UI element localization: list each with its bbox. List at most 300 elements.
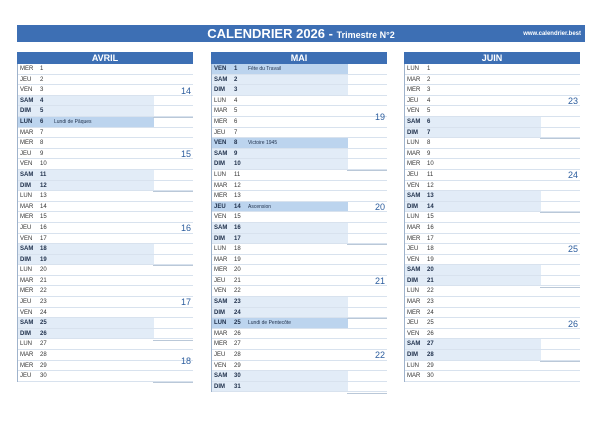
day-row-shade <box>18 255 154 265</box>
day-name: MER <box>214 267 228 274</box>
day-row-shade <box>18 85 154 95</box>
day-row-shade <box>212 382 348 392</box>
day-number: 25 <box>234 320 241 327</box>
day-number: 28 <box>427 352 434 359</box>
day-number: 9 <box>427 150 431 157</box>
day-name: MAR <box>20 129 34 136</box>
day-row-shade <box>405 265 541 275</box>
day-row-shade <box>212 128 348 138</box>
month-name: MAI <box>211 52 387 64</box>
day-name: MER <box>407 87 421 94</box>
day-number: 13 <box>427 193 434 200</box>
day-number: 12 <box>427 182 434 189</box>
day-row-shade <box>212 159 348 169</box>
day-row-shade <box>18 339 154 349</box>
day-name: JEU <box>20 150 32 157</box>
day-name: LUN <box>214 171 227 178</box>
day-number: 4 <box>427 97 431 104</box>
row-divider <box>405 381 580 382</box>
day-number: 29 <box>427 362 434 369</box>
day-number: 8 <box>40 140 44 147</box>
day-row-shade <box>212 297 348 307</box>
day-name: JEU <box>214 352 226 359</box>
week-number: 14 <box>153 64 193 118</box>
day-name: SAM <box>214 150 228 157</box>
day-row-shade <box>18 308 154 318</box>
day-row-shade <box>212 170 348 180</box>
day-row-shade <box>18 181 154 191</box>
page-title <box>17 25 585 42</box>
holiday-name: Lundi de Pentecôte <box>248 320 292 327</box>
day-name: MER <box>20 362 34 369</box>
day-name: MER <box>214 118 228 125</box>
day-row-shade <box>405 371 541 381</box>
day-number: 25 <box>427 320 434 327</box>
day-row-shade <box>405 223 541 233</box>
day-name: LUN <box>20 193 33 200</box>
day-row-shade <box>212 223 348 233</box>
day-name: SAM <box>214 224 228 231</box>
day-row-shade <box>405 255 541 265</box>
day-number: 19 <box>427 256 434 263</box>
day-number: 28 <box>234 352 241 359</box>
day-name: LUN <box>407 288 420 295</box>
day-row-shade <box>405 212 541 222</box>
day-number: 23 <box>427 299 434 306</box>
day-name: JEU <box>20 76 32 83</box>
day-number: 5 <box>427 108 431 115</box>
day-row-shade <box>18 149 154 159</box>
day-number: 29 <box>40 362 47 369</box>
day-row-shade <box>405 276 541 286</box>
day-number: 4 <box>234 97 238 104</box>
day-name: LUN <box>407 214 420 221</box>
day-row-shade <box>212 149 348 159</box>
day-row-shade <box>18 361 154 371</box>
day-row-shade <box>18 350 154 360</box>
day-row-shade <box>212 181 348 191</box>
day-name: SAM <box>407 267 421 274</box>
day-name: DIM <box>214 383 225 390</box>
day-number: 29 <box>234 362 241 369</box>
day-number: 30 <box>234 373 241 380</box>
day-row-shade <box>212 117 348 127</box>
day-name: VEN <box>407 108 420 115</box>
day-name: VEN <box>214 66 227 72</box>
day-name: VEN <box>214 140 227 147</box>
day-number: 3 <box>234 87 238 94</box>
day-name: SAM <box>407 341 421 348</box>
day-row-shade <box>212 329 348 339</box>
day-row-shade <box>405 191 541 201</box>
day-number: 22 <box>427 288 434 295</box>
day-name: DIM <box>214 87 225 94</box>
day-name: VEN <box>20 161 33 168</box>
day-name: DIM <box>20 108 31 115</box>
day-name: JEU <box>20 224 32 231</box>
day-number: 30 <box>427 373 434 380</box>
day-row-shade <box>18 223 154 233</box>
week-number: 21 <box>347 244 387 319</box>
day-name: MAR <box>407 299 421 306</box>
day-row-shade <box>405 96 541 106</box>
day-number: 25 <box>40 320 47 327</box>
day-row-shade <box>18 265 154 275</box>
day-number: 23 <box>40 299 47 306</box>
day-row-shade <box>212 75 348 85</box>
day-number: 18 <box>40 246 47 253</box>
day-name: MAR <box>214 256 228 263</box>
day-number: 10 <box>40 161 47 168</box>
day-row-shade <box>18 96 154 106</box>
day-row-shade <box>212 350 348 360</box>
month-may <box>211 52 387 392</box>
day-name: MAR <box>214 330 228 337</box>
day-name: MER <box>214 341 228 348</box>
day-name: DIM <box>214 161 225 168</box>
day-number: 13 <box>40 193 47 200</box>
day-name: DIM <box>20 182 31 189</box>
day-name: SAM <box>20 171 34 178</box>
day-number: 9 <box>234 150 238 157</box>
day-row-shade <box>18 276 154 286</box>
day-name: DIM <box>214 309 225 316</box>
day-row-shade <box>18 64 154 74</box>
day-name: VEN <box>407 330 420 337</box>
day-name: JEU <box>214 129 226 136</box>
day-name: DIM <box>407 352 418 359</box>
day-row-shade <box>212 96 348 106</box>
day-row-shade <box>405 234 541 244</box>
day-row-shade <box>405 308 541 318</box>
day-row-shade <box>212 361 348 371</box>
day-row-shade <box>405 286 541 296</box>
day-number: 2 <box>40 76 44 83</box>
day-number: 24 <box>234 309 241 316</box>
day-number: 9 <box>40 150 44 157</box>
day-name: MER <box>214 193 228 200</box>
day-number: 3 <box>427 87 431 94</box>
day-number: 4 <box>40 97 44 104</box>
day-number: 12 <box>40 182 47 189</box>
day-row-shade <box>212 339 348 349</box>
day-row-shade <box>405 128 541 138</box>
day-number: 12 <box>234 182 241 189</box>
site-url: www.calendrier.best <box>523 31 581 37</box>
day-row-shade <box>405 350 541 360</box>
day-number: 20 <box>427 267 434 274</box>
day-number: 8 <box>234 140 238 147</box>
month-name: AVRIL <box>17 52 193 64</box>
month-name: JUIN <box>404 52 580 64</box>
week-number: 18 <box>153 340 193 383</box>
day-row-shade <box>212 255 348 265</box>
day-name: VEN <box>214 288 227 295</box>
day-row-shade <box>405 297 541 307</box>
day-name: DIM <box>407 203 418 210</box>
day-name: SAM <box>214 299 228 306</box>
day-number: 2 <box>234 76 238 83</box>
day-number: 22 <box>40 288 47 295</box>
day-name: JEU <box>214 203 226 210</box>
day-row-shade <box>18 212 154 222</box>
day-row-shade <box>18 318 154 328</box>
day-name: DIM <box>214 235 225 242</box>
day-row-shade <box>18 202 154 212</box>
day-name: MAR <box>214 108 228 115</box>
week-number: 23 <box>540 64 580 139</box>
day-number: 19 <box>40 256 47 263</box>
day-row-shade <box>212 138 348 148</box>
day-number: 15 <box>234 214 241 221</box>
day-name: VEN <box>20 87 33 94</box>
day-number: 7 <box>427 129 431 136</box>
day-name: VEN <box>214 362 227 369</box>
day-number: 8 <box>427 140 431 147</box>
week-number: 22 <box>347 318 387 393</box>
day-name: JEU <box>214 277 226 284</box>
day-name: MAR <box>20 203 34 210</box>
day-number: 11 <box>427 171 434 178</box>
day-name: LUN <box>214 246 227 253</box>
day-row-shade <box>18 244 154 254</box>
day-number: 14 <box>427 203 434 210</box>
day-name: MER <box>407 309 421 316</box>
holiday-name: Lundi de Pâques <box>54 118 92 125</box>
day-number: 16 <box>40 224 47 231</box>
day-number: 26 <box>234 330 241 337</box>
week-number: 20 <box>347 170 387 245</box>
day-name: MAR <box>407 150 421 157</box>
day-row-shade <box>18 234 154 244</box>
holiday-name: Fête du Travail <box>248 66 282 72</box>
day-number: 6 <box>234 118 238 125</box>
day-number: 22 <box>234 288 241 295</box>
day-name: MAR <box>407 373 421 380</box>
day-row-shade <box>18 75 154 85</box>
week-number: 17 <box>153 265 193 340</box>
day-name: JEU <box>407 246 419 253</box>
day-name: LUN <box>20 341 33 348</box>
day-row-shade <box>405 138 541 148</box>
day-number: 7 <box>234 129 238 136</box>
day-name: VEN <box>20 235 33 242</box>
day-row-shade <box>405 318 541 328</box>
day-name: SAM <box>214 76 228 83</box>
day-name: MER <box>20 140 34 147</box>
title-main: CALENDRIER 2026 - <box>207 26 333 41</box>
day-number: 15 <box>427 214 434 221</box>
day-name: LUN <box>407 362 420 369</box>
week-number: 16 <box>153 191 193 266</box>
day-row <box>405 361 580 372</box>
day-row-shade <box>405 339 541 349</box>
day-name: LUN <box>214 320 227 327</box>
day-name: LUN <box>214 97 227 104</box>
week-number: 15 <box>153 117 193 192</box>
day-number: 27 <box>40 341 47 348</box>
day-number: 16 <box>427 224 434 231</box>
day-row-shade <box>212 85 348 95</box>
day-number: 30 <box>40 373 47 380</box>
day-number: 21 <box>40 277 47 284</box>
title-quarter: Trimestre N°2 <box>336 30 395 40</box>
day-row-shade <box>18 170 154 180</box>
day-name: JEU <box>20 373 32 380</box>
day-name: MER <box>407 161 421 168</box>
day-name: LUN <box>20 118 33 125</box>
day-row-shade <box>18 138 154 148</box>
day-number: 5 <box>40 108 44 115</box>
day-number: 20 <box>40 267 47 274</box>
week-number: 26 <box>540 287 580 362</box>
day-number: 24 <box>427 309 434 316</box>
day-number: 17 <box>40 235 47 242</box>
day-row-shade <box>18 191 154 201</box>
day-number: 23 <box>234 299 241 306</box>
day-name: MAR <box>214 182 228 189</box>
holiday-name: Victoire 1945 <box>248 140 278 147</box>
day-name: LUN <box>407 66 420 72</box>
day-row-shade <box>18 297 154 307</box>
day-number: 6 <box>427 118 431 125</box>
day-row-shade <box>212 371 348 381</box>
day-name: JEU <box>407 97 419 104</box>
day-number: 10 <box>427 161 434 168</box>
day-name: LUN <box>407 140 420 147</box>
day-number: 6 <box>40 118 44 125</box>
day-row-shade <box>212 234 348 244</box>
day-row-shade <box>212 308 348 318</box>
day-number: 1 <box>40 66 44 72</box>
day-row-shade <box>405 106 541 116</box>
day-name: MER <box>407 235 421 242</box>
day-row-shade <box>212 106 348 116</box>
day-row-shade <box>405 202 541 212</box>
day-number: 5 <box>234 108 238 115</box>
day-name: MER <box>20 214 34 221</box>
day-row-shade <box>405 329 541 339</box>
day-row-shade <box>405 64 541 74</box>
day-row <box>405 371 580 382</box>
day-name: VEN <box>214 214 227 221</box>
month-april <box>17 52 193 382</box>
day-number: 26 <box>427 330 434 337</box>
holiday-name: Ascension <box>248 203 272 210</box>
day-name: JEU <box>20 299 32 306</box>
day-name: DIM <box>407 277 418 284</box>
day-number: 16 <box>234 224 241 231</box>
day-name: MAR <box>407 224 421 231</box>
day-number: 27 <box>427 341 434 348</box>
day-row-shade <box>405 75 541 85</box>
day-name: MER <box>20 288 34 295</box>
day-number: 14 <box>40 203 47 210</box>
day-row-shade <box>405 149 541 159</box>
day-row-shade <box>405 170 541 180</box>
day-number: 19 <box>234 256 241 263</box>
day-row-shade <box>212 276 348 286</box>
day-name: VEN <box>407 256 420 263</box>
day-name: SAM <box>407 118 421 125</box>
day-name: MAR <box>20 352 34 359</box>
day-number: 1 <box>427 66 431 72</box>
day-number: 14 <box>234 203 241 210</box>
day-number: 18 <box>427 246 434 253</box>
day-row-shade <box>405 181 541 191</box>
month-june <box>404 52 580 382</box>
day-number: 21 <box>234 277 241 284</box>
day-number: 2 <box>427 76 431 83</box>
day-row-shade <box>405 117 541 127</box>
day-name: DIM <box>20 330 31 337</box>
day-row-shade <box>18 371 154 381</box>
day-number: 26 <box>40 330 47 337</box>
day-number: 11 <box>40 171 47 178</box>
week-number: 19 <box>347 64 387 171</box>
day-name: MAR <box>407 76 421 83</box>
day-row-shade <box>212 202 348 212</box>
day-number: 20 <box>234 267 241 274</box>
day-name: DIM <box>407 129 418 136</box>
day-number: 17 <box>234 235 241 242</box>
day-number: 28 <box>40 352 47 359</box>
day-row-shade <box>18 286 154 296</box>
day-number: 17 <box>427 235 434 242</box>
day-row-shade <box>18 106 154 116</box>
day-number: 31 <box>234 383 241 390</box>
day-number: 21 <box>427 277 434 284</box>
day-number: 11 <box>234 171 241 178</box>
day-name: JEU <box>407 320 419 327</box>
day-row-shade <box>212 244 348 254</box>
day-row-shade <box>18 329 154 339</box>
day-number: 18 <box>234 246 241 253</box>
day-row-shade <box>405 159 541 169</box>
day-row-shade <box>18 128 154 138</box>
day-row-shade <box>405 361 541 371</box>
day-number: 27 <box>234 341 241 348</box>
day-row-shade <box>212 212 348 222</box>
day-row-shade <box>212 286 348 296</box>
day-row-shade <box>405 244 541 254</box>
day-row-shade <box>212 191 348 201</box>
day-number: 3 <box>40 87 44 94</box>
week-number: 25 <box>540 212 580 287</box>
day-name: SAM <box>20 246 34 253</box>
day-number: 13 <box>234 193 241 200</box>
day-name: LUN <box>20 267 33 274</box>
day-name: DIM <box>20 256 31 263</box>
calendar-header <box>17 25 585 42</box>
day-name: MER <box>20 66 34 72</box>
week-number: 24 <box>540 138 580 213</box>
day-name: JEU <box>407 171 419 178</box>
day-number: 1 <box>234 66 238 72</box>
day-row-shade <box>18 159 154 169</box>
day-name: SAM <box>20 320 34 327</box>
day-name: SAM <box>20 97 34 104</box>
day-name: MAR <box>20 277 34 284</box>
day-row-shade <box>405 85 541 95</box>
day-name: SAM <box>214 373 228 380</box>
day-name: VEN <box>20 309 33 316</box>
day-name: VEN <box>407 182 420 189</box>
day-number: 15 <box>40 214 47 221</box>
day-name: SAM <box>407 193 421 200</box>
day-number: 7 <box>40 129 44 136</box>
day-number: 24 <box>40 309 47 316</box>
